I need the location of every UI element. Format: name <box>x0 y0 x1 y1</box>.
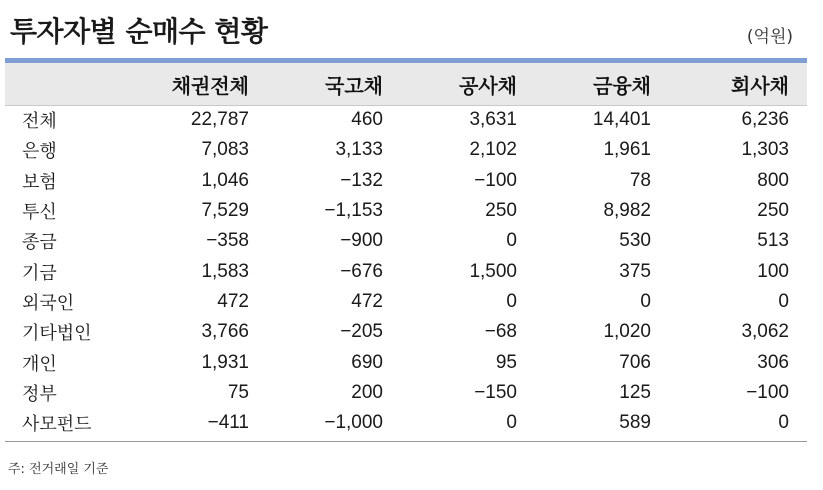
table-cell: 22,787 <box>190 109 249 131</box>
corner-cell <box>5 63 125 105</box>
column-header: 공사채 <box>459 75 517 98</box>
table-cell: 7,529 <box>201 200 249 222</box>
table-cell: 3,631 <box>469 109 517 131</box>
table-cell: 0 <box>506 412 517 434</box>
table-cell: 375 <box>619 260 651 282</box>
table-cell: 530 <box>619 230 651 252</box>
table-cell: 200 <box>351 381 383 403</box>
table-cell: 75 <box>227 381 249 403</box>
table-cell: −150 <box>474 381 517 403</box>
table-cell: 1,931 <box>201 351 249 373</box>
net-purchase-table <box>5 63 807 438</box>
table-cell: 1,046 <box>201 169 249 191</box>
table-cell: −358 <box>206 230 249 252</box>
table-cell: 690 <box>351 351 383 373</box>
table-cell: −1,153 <box>324 200 383 222</box>
table-cell: −676 <box>340 260 383 282</box>
table-cell: 100 <box>757 260 789 282</box>
row-label: 정부 <box>22 383 57 405</box>
row-label: 종금 <box>22 232 57 254</box>
table-row <box>5 196 807 226</box>
table-cell: −900 <box>340 230 383 252</box>
table-cell: 472 <box>217 290 249 312</box>
table-cell: 3,062 <box>741 321 789 343</box>
table-cell: 0 <box>506 290 517 312</box>
table-cell: 1,500 <box>469 260 517 282</box>
footnote: 주: 전거래일 기준 <box>8 462 109 477</box>
table-cell: −100 <box>474 169 517 191</box>
table-row <box>5 135 807 165</box>
table-cell: 7,083 <box>201 139 249 161</box>
header-row <box>5 63 807 105</box>
table-cell: −100 <box>746 381 789 403</box>
table-cell: 3,766 <box>201 321 249 343</box>
row-label: 전체 <box>22 111 57 133</box>
table-cell: −205 <box>340 321 383 343</box>
bottom-rule <box>5 441 807 442</box>
table-row <box>5 226 807 256</box>
table-cell: 2,102 <box>469 139 517 161</box>
column-header: 회사채 <box>731 75 789 98</box>
table-row <box>5 105 807 135</box>
table-cell: 306 <box>757 351 789 373</box>
table-cell: 14,401 <box>592 109 651 131</box>
table-cell: 1,020 <box>603 321 651 343</box>
page-title: 투자자별 순매수 현황 <box>10 15 268 48</box>
row-label: 기금 <box>22 262 57 284</box>
table-cell: 589 <box>619 412 651 434</box>
table-cell: 3,133 <box>335 139 383 161</box>
table-cell: 0 <box>778 290 789 312</box>
column-header: 금융채 <box>593 75 651 98</box>
table-cell: 8,982 <box>603 200 651 222</box>
table-cell: 460 <box>351 109 383 131</box>
table-row <box>5 378 807 408</box>
table-cell: −68 <box>484 321 517 343</box>
row-label: 투신 <box>22 202 57 224</box>
table-row <box>5 166 807 196</box>
table-cell: 95 <box>495 351 517 373</box>
table-cell: 472 <box>351 290 383 312</box>
table-cell: 706 <box>619 351 651 373</box>
table-cell: −411 <box>207 412 249 434</box>
table-row <box>5 347 807 377</box>
table-cell: 800 <box>757 169 789 191</box>
row-label: 은행 <box>22 141 57 163</box>
column-header: 채권전체 <box>171 75 249 98</box>
table-cell: 6,236 <box>741 109 789 131</box>
table-row <box>5 287 807 317</box>
row-label: 외국인 <box>22 292 75 314</box>
table-cell: 1,303 <box>741 139 789 161</box>
table-row <box>5 317 807 347</box>
row-label: 기타법인 <box>22 323 92 345</box>
table-cell: −132 <box>340 169 383 191</box>
table-cell: 1,961 <box>603 139 651 161</box>
table-cell: 0 <box>506 230 517 252</box>
table-row <box>5 408 807 438</box>
table-row <box>5 256 807 286</box>
table-cell: 250 <box>757 200 789 222</box>
column-header: 국고채 <box>325 75 383 98</box>
unit-label: (억원) <box>746 27 793 47</box>
row-label: 보험 <box>22 171 57 193</box>
row-label: 사모펀드 <box>22 414 92 436</box>
table-cell: 0 <box>640 290 651 312</box>
table-cell: 0 <box>778 412 789 434</box>
table-cell: 125 <box>619 381 651 403</box>
table-cell: 1,583 <box>201 260 249 282</box>
table-cell: 78 <box>629 169 651 191</box>
table-cell: −1,000 <box>324 412 383 434</box>
table-cell: 513 <box>757 230 789 252</box>
table-body <box>5 105 807 438</box>
table-cell: 250 <box>485 200 517 222</box>
row-label: 개인 <box>22 353 57 375</box>
